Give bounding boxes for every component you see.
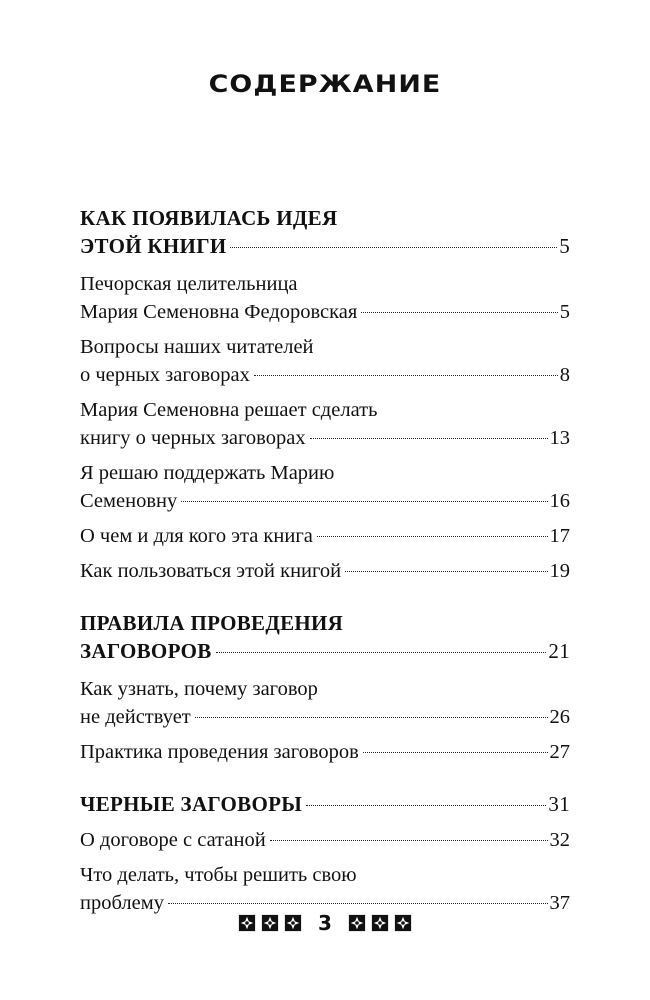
toc-entry bbox=[80, 522, 570, 550]
toc-page-number: 21 bbox=[548, 639, 570, 663]
star-ornament-icon bbox=[261, 914, 279, 932]
toc-entry bbox=[80, 826, 570, 854]
toc-entry-line: ЭТОЙ КНИГИ bbox=[80, 234, 227, 258]
toc-page-number: 37 bbox=[549, 892, 570, 914]
toc-entry bbox=[80, 396, 570, 452]
toc-entry-line: Мария Семеновна Федоровская bbox=[80, 301, 358, 323]
toc-entry bbox=[80, 333, 570, 389]
toc-page-number: 5 bbox=[559, 301, 570, 323]
toc-entry-line: ЧЕРНЫЕ ЗАГОВОРЫ bbox=[80, 792, 303, 816]
toc-entry bbox=[80, 204, 570, 260]
page-number: 3 bbox=[318, 911, 332, 935]
dot-leader bbox=[310, 438, 548, 439]
dot-leader bbox=[270, 840, 548, 841]
toc-page-number: 32 bbox=[549, 829, 570, 851]
page-footer bbox=[0, 905, 650, 941]
toc-entry-line: Мария Семеновна решает сделать bbox=[80, 399, 378, 421]
toc-entry bbox=[80, 270, 570, 326]
toc-entry-line: Практика проведения заговоров bbox=[80, 741, 359, 763]
toc-entry-line: Как узнать, почему заговор bbox=[80, 678, 318, 700]
toc-entry-line: Что делать, чтобы решить свою bbox=[80, 864, 357, 886]
toc-page-number: 16 bbox=[549, 490, 570, 512]
toc-entry-line: о черных заговорах bbox=[80, 364, 250, 386]
toc-entry-line: Семеновну bbox=[80, 490, 178, 512]
dot-leader bbox=[361, 312, 557, 313]
toc-entry bbox=[80, 459, 570, 515]
toc-page-number: 31 bbox=[548, 792, 570, 816]
toc-page-number: 26 bbox=[549, 706, 570, 728]
toc-page-number: 17 bbox=[549, 525, 570, 547]
toc-entry-line: КАК ПОЯВИЛАСЬ ИДЕЯ bbox=[80, 206, 338, 230]
toc-entry-line: Печорская целительница bbox=[80, 273, 298, 295]
dot-leader bbox=[216, 652, 547, 653]
toc-entry-line: О чем и для кого эта книга bbox=[80, 525, 313, 547]
ornament-group-right bbox=[348, 914, 412, 932]
dot-leader bbox=[317, 536, 548, 537]
toc-page-number: 13 bbox=[549, 427, 570, 449]
dot-leader bbox=[363, 752, 548, 753]
page-title: СОДЕРЖАНИЕ bbox=[208, 70, 442, 98]
star-ornament-icon bbox=[394, 914, 412, 932]
dot-leader bbox=[230, 247, 557, 248]
toc-entry-line: ПРАВИЛА ПРОВЕДЕНИЯ bbox=[80, 611, 344, 635]
dot-leader bbox=[195, 717, 548, 718]
toc-page-number: 27 bbox=[549, 741, 570, 763]
toc-entry-line: Вопросы наших читателей bbox=[80, 336, 314, 358]
toc-entry bbox=[80, 609, 570, 665]
toc-entry-line: проблему bbox=[80, 892, 164, 914]
star-ornament-icon bbox=[371, 914, 389, 932]
toc-page-number: 5 bbox=[559, 234, 570, 258]
toc-entry-line: Я решаю поддержать Марию bbox=[80, 462, 335, 484]
toc-entry-line: ЗАГОВОРОВ bbox=[80, 639, 212, 663]
toc-page-number: 19 bbox=[549, 560, 570, 582]
toc-entry-line: книгу о черных заговорах bbox=[80, 427, 306, 449]
toc-entry bbox=[80, 557, 570, 585]
toc-entry-line: О договоре с сатаной bbox=[80, 829, 266, 851]
ornament-group-left bbox=[238, 914, 302, 932]
star-ornament-icon bbox=[284, 914, 302, 932]
toc-entry bbox=[80, 738, 570, 766]
dot-leader bbox=[168, 903, 548, 904]
star-ornament-icon bbox=[238, 914, 256, 932]
toc-entry bbox=[80, 790, 570, 818]
dot-leader bbox=[181, 501, 547, 502]
toc-entry bbox=[80, 675, 570, 731]
dot-leader bbox=[254, 375, 558, 376]
table-of-contents bbox=[80, 204, 570, 917]
toc-entry-line: Как пользоваться этой книгой bbox=[80, 560, 342, 582]
dot-leader bbox=[345, 571, 547, 572]
toc-page-number: 8 bbox=[559, 364, 570, 386]
star-ornament-icon bbox=[348, 914, 366, 932]
toc-entry-line: не действует bbox=[80, 706, 191, 728]
dot-leader bbox=[306, 805, 546, 806]
